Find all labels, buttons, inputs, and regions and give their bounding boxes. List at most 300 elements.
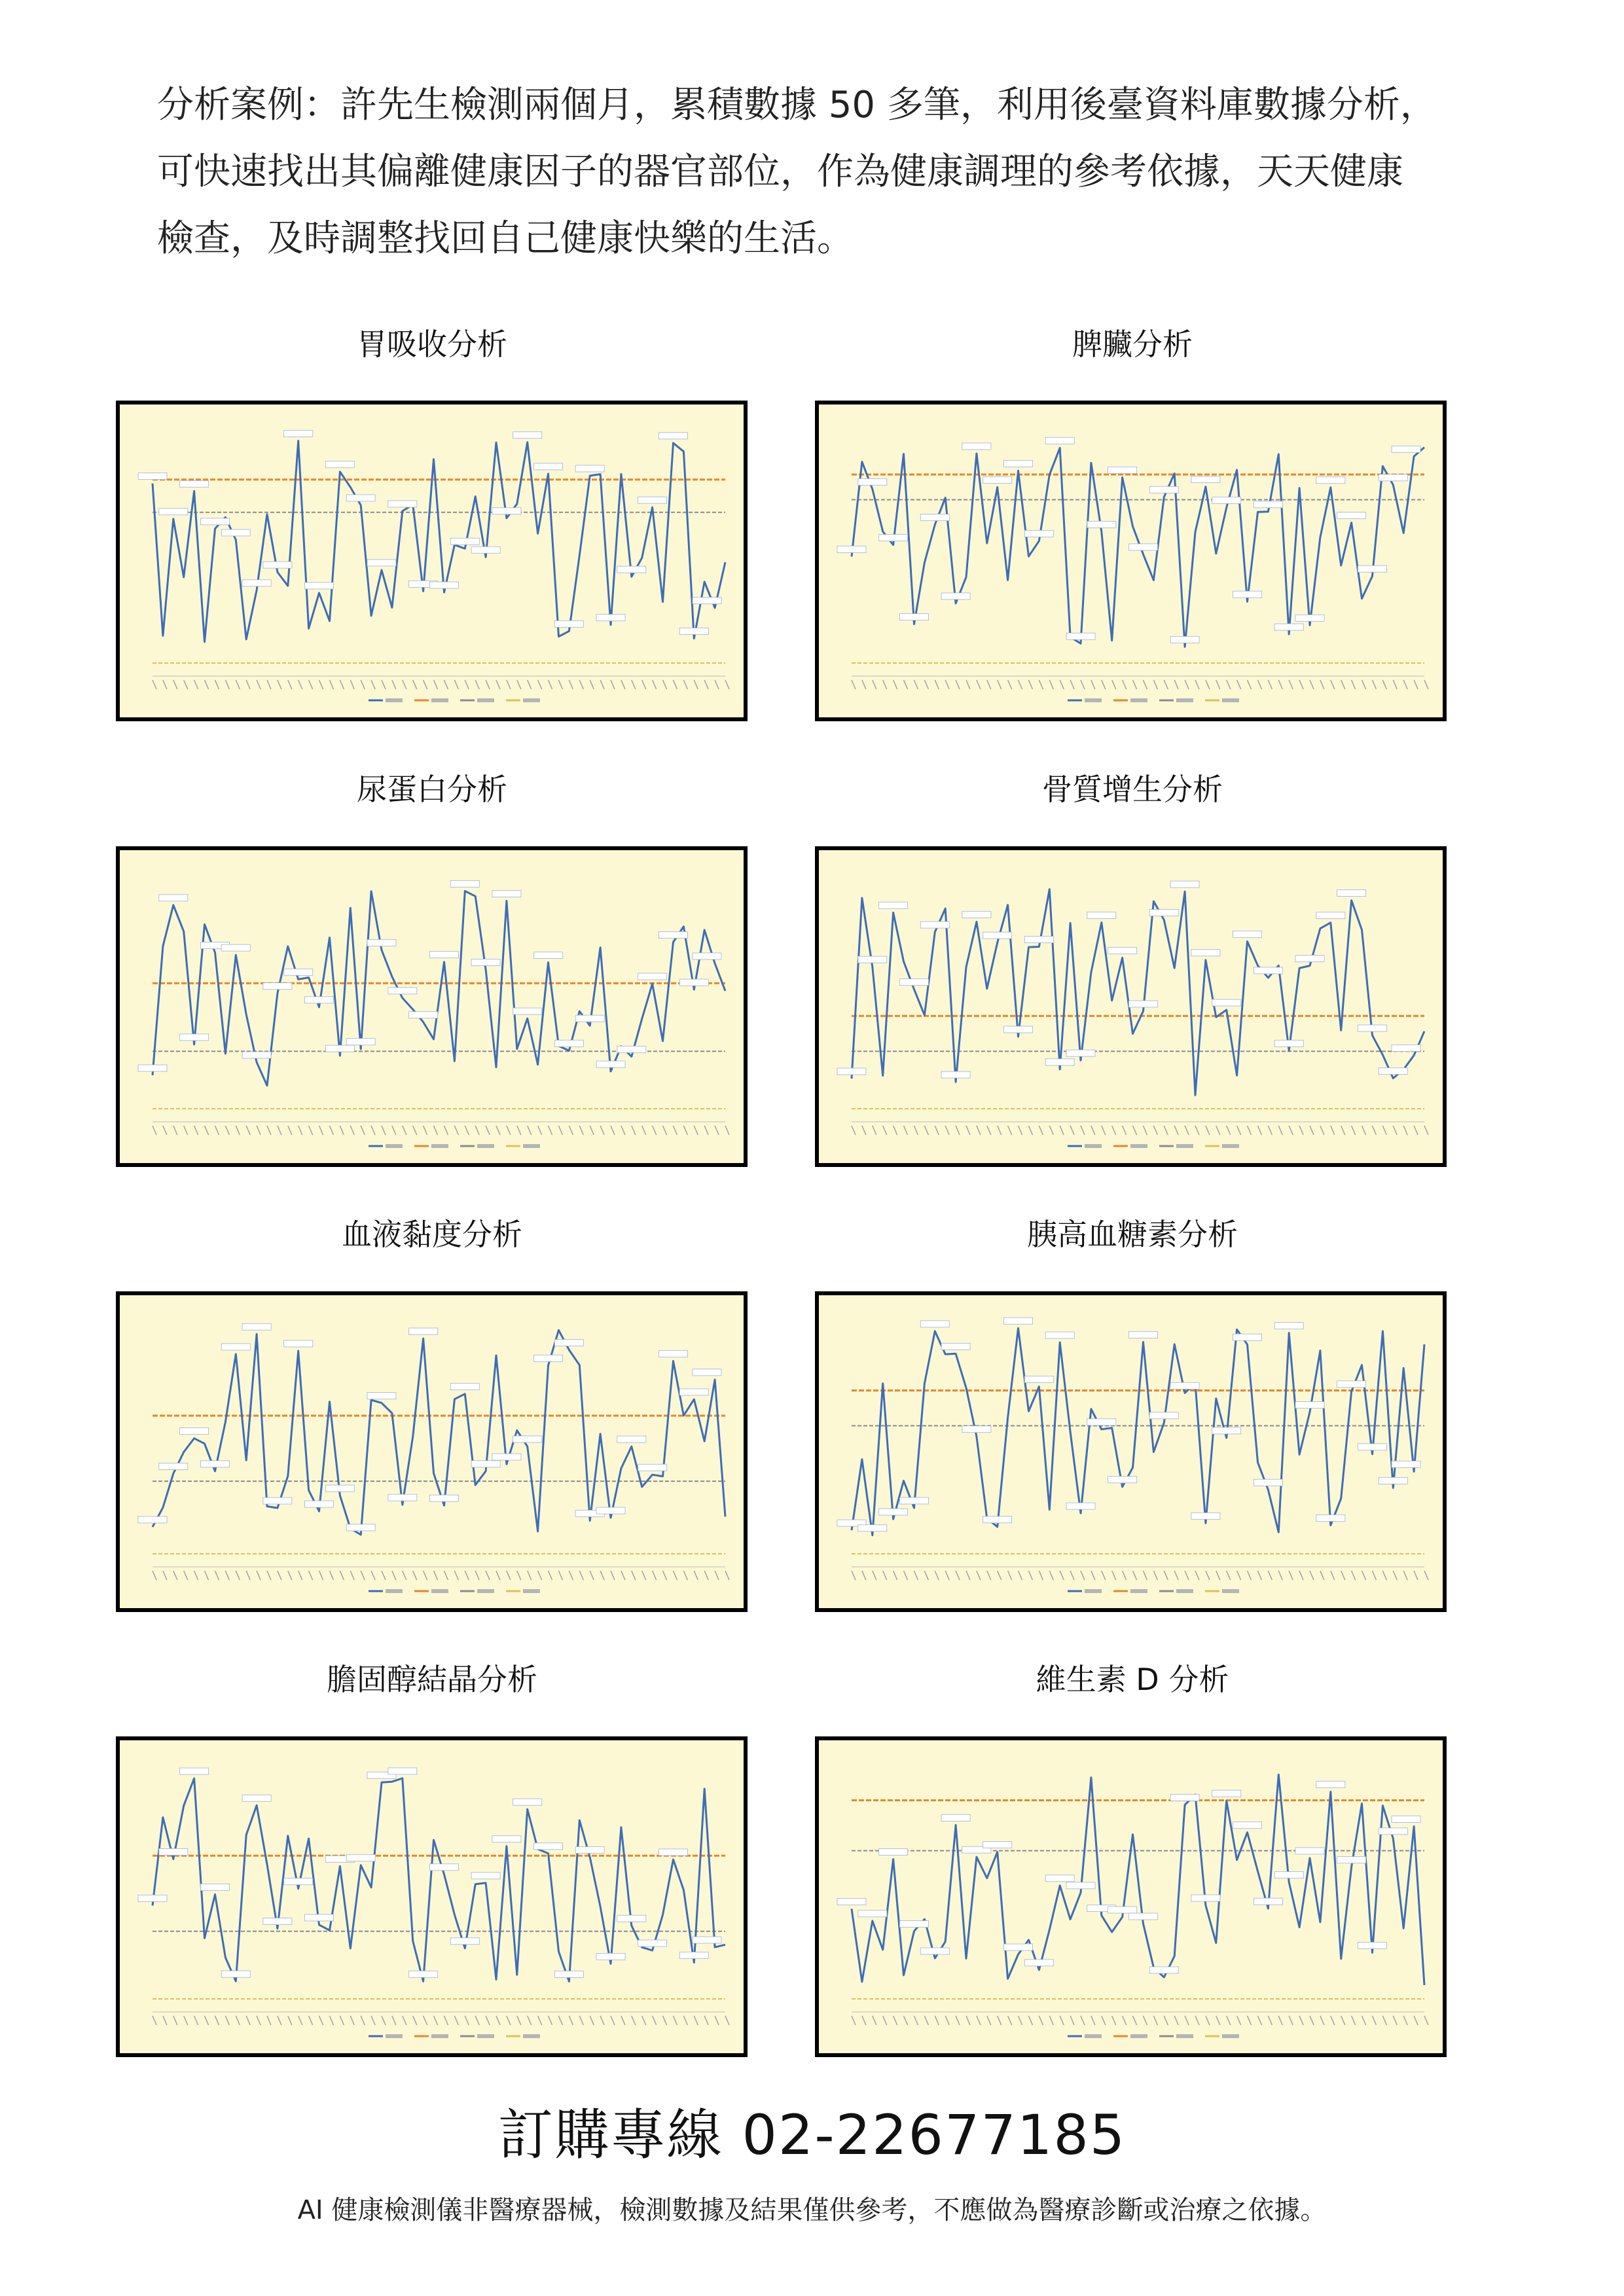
x-tick xyxy=(350,680,354,689)
intro-line-3: 檢查，及時調整找回自己健康快樂的生活。 xyxy=(157,217,854,260)
x-tick xyxy=(1362,2016,1366,2025)
x-tick xyxy=(309,680,313,689)
x-tick xyxy=(883,680,887,689)
x-tick xyxy=(1320,680,1324,689)
data-label-box xyxy=(962,443,991,450)
data-label-box xyxy=(305,997,334,1003)
legend-text-placeholder xyxy=(386,2034,403,2038)
x-tick xyxy=(694,1126,698,1135)
x-tick xyxy=(1278,2016,1282,2025)
x-tick xyxy=(852,2016,856,2025)
legend-text-placeholder xyxy=(1130,1144,1147,1148)
x-tick xyxy=(507,1571,511,1580)
data-label-box xyxy=(471,1873,500,1879)
x-tick xyxy=(590,2016,594,2025)
x-tick xyxy=(673,2016,677,2025)
x-tick xyxy=(350,2016,354,2025)
x-tick xyxy=(528,680,532,689)
data-label-box xyxy=(659,1849,687,1856)
x-tick xyxy=(528,2016,532,2025)
x-tick xyxy=(194,2016,198,2025)
x-tick xyxy=(998,1571,1001,1580)
x-tick xyxy=(924,2016,928,2025)
data-label-box xyxy=(1254,1479,1282,1486)
data-label-box xyxy=(159,509,188,515)
x-tick xyxy=(1237,1126,1241,1135)
data-label-box xyxy=(200,1461,229,1467)
x-tick xyxy=(517,1126,521,1135)
data-label-box xyxy=(1254,967,1282,974)
x-tick xyxy=(288,1126,292,1135)
x-tick xyxy=(977,1126,981,1135)
x-tick xyxy=(507,680,511,689)
data-label-box xyxy=(858,1910,887,1917)
x-tick xyxy=(236,2016,240,2025)
x-tick xyxy=(413,2016,417,2025)
data-label-box xyxy=(534,463,563,470)
x-tick xyxy=(600,680,604,689)
data-label-box xyxy=(1087,1419,1116,1426)
x-tick xyxy=(914,2016,918,2025)
series-line xyxy=(852,889,1424,1096)
data-label-box xyxy=(513,1008,542,1014)
x-tick xyxy=(1028,1571,1032,1580)
x-tick xyxy=(1403,2016,1407,2025)
x-tick xyxy=(1008,1126,1012,1135)
x-tick xyxy=(1174,1126,1178,1135)
data-label-box xyxy=(471,1461,500,1467)
x-tick xyxy=(267,1571,271,1580)
x-tick xyxy=(340,680,344,689)
x-tick xyxy=(184,2016,188,2025)
data-label-box xyxy=(941,593,970,600)
x-tick xyxy=(945,2016,949,2025)
legend-text-placeholder xyxy=(431,1144,448,1148)
x-tick xyxy=(496,1126,500,1135)
chart-panel-cholesterol-crystal xyxy=(116,1736,748,2057)
x-tick xyxy=(1393,680,1397,689)
x-tick xyxy=(1153,2016,1157,2025)
data-label-box xyxy=(200,1884,229,1890)
x-tick xyxy=(600,1126,604,1135)
x-tick xyxy=(173,2016,177,2025)
data-label-box xyxy=(1233,591,1262,598)
x-tick xyxy=(475,1571,479,1580)
x-tick xyxy=(1403,680,1407,689)
data-label-box xyxy=(693,1937,721,1943)
data-label-box xyxy=(983,932,1012,939)
x-tick xyxy=(382,680,386,689)
x-tick xyxy=(1091,1126,1095,1135)
x-tick xyxy=(184,1571,188,1580)
x-tick xyxy=(225,2016,229,2025)
x-tick xyxy=(1019,1571,1022,1580)
data-label-box xyxy=(983,1516,1012,1523)
data-label-box xyxy=(962,911,991,918)
x-tick xyxy=(1268,1571,1272,1580)
x-tick xyxy=(1060,1126,1064,1135)
x-tick xyxy=(1206,1571,1210,1580)
x-tick xyxy=(673,1571,677,1580)
x-tick xyxy=(1268,680,1272,689)
x-tick xyxy=(873,680,876,689)
data-label-box xyxy=(346,1855,375,1861)
x-tick xyxy=(382,1126,386,1135)
data-label-box xyxy=(409,1328,438,1335)
chart-title-vitamin-d: 維生素 D 分析 xyxy=(1036,1662,1229,1697)
x-tick xyxy=(1008,1571,1012,1580)
x-tick xyxy=(1289,1126,1293,1135)
data-label-box xyxy=(1337,890,1366,897)
chart-blood-viscosity xyxy=(120,1295,744,1608)
x-tick xyxy=(496,2016,500,2025)
intro-line-2: 可快速找出其偏離健康因子的器官部位，作為健康調理的參考依據，天天健康 xyxy=(157,151,1403,193)
x-tick xyxy=(1403,1571,1407,1580)
x-tick xyxy=(528,1126,532,1135)
data-label-box xyxy=(1337,1381,1366,1388)
x-tick xyxy=(205,680,209,689)
data-label-box xyxy=(325,1485,354,1492)
x-tick xyxy=(205,1571,209,1580)
legend-text-placeholder xyxy=(1222,698,1239,702)
chart-spleen xyxy=(819,404,1443,717)
data-label-box xyxy=(138,1516,167,1523)
x-tick xyxy=(1091,680,1095,689)
chart-stomach xyxy=(120,404,744,717)
x-tick xyxy=(475,1126,479,1135)
data-label-box xyxy=(679,1952,708,1958)
series-line xyxy=(153,891,725,1085)
data-label-box xyxy=(1128,1001,1157,1007)
x-tick xyxy=(1372,1571,1376,1580)
x-tick xyxy=(309,1126,313,1135)
x-tick xyxy=(1123,1126,1127,1135)
x-tick xyxy=(1424,1126,1428,1135)
data-label-box xyxy=(1024,530,1053,537)
x-tick xyxy=(288,1571,292,1580)
x-tick xyxy=(893,680,897,689)
x-tick xyxy=(621,680,625,689)
data-label-box xyxy=(1274,1322,1303,1329)
x-tick xyxy=(904,2016,908,2025)
x-tick xyxy=(1070,680,1074,689)
x-tick xyxy=(278,1126,281,1135)
x-tick xyxy=(1039,680,1043,689)
x-tick xyxy=(1237,680,1241,689)
data-label-box xyxy=(284,969,313,975)
x-tick xyxy=(1081,1571,1085,1580)
data-label-box xyxy=(638,497,667,503)
x-tick xyxy=(1352,1571,1356,1580)
x-tick xyxy=(1382,680,1386,689)
data-label-box xyxy=(638,1464,667,1471)
x-tick xyxy=(350,1571,354,1580)
chart-glucagon xyxy=(819,1295,1443,1608)
chart-title-stomach: 胃吸收分析 xyxy=(357,327,507,362)
data-label-box xyxy=(263,1498,292,1504)
data-label-box xyxy=(1392,446,1420,452)
legend-text-placeholder xyxy=(386,1589,403,1593)
x-tick xyxy=(1102,1126,1106,1135)
data-label-box xyxy=(1295,1402,1324,1408)
x-tick xyxy=(569,680,573,689)
x-tick xyxy=(1174,680,1178,689)
x-tick xyxy=(632,1126,636,1135)
data-label-box xyxy=(1045,1332,1074,1338)
chart-urine-protein xyxy=(120,850,744,1163)
data-label-box xyxy=(1358,1025,1386,1031)
x-tick xyxy=(1060,2016,1064,2025)
x-tick xyxy=(621,1126,625,1135)
data-label-box xyxy=(617,1915,646,1922)
x-tick xyxy=(1227,2016,1231,2025)
data-label-box xyxy=(1024,1376,1053,1383)
data-label-box xyxy=(554,1040,583,1047)
data-label-box xyxy=(1024,937,1053,943)
x-tick xyxy=(194,1126,198,1135)
x-tick xyxy=(1320,1126,1324,1135)
x-tick xyxy=(1227,680,1231,689)
data-label-box xyxy=(1379,475,1407,481)
data-label-box xyxy=(899,979,928,986)
x-tick xyxy=(579,1571,583,1580)
data-label-box xyxy=(1212,1427,1241,1434)
x-tick xyxy=(852,1571,856,1580)
x-tick xyxy=(852,680,856,689)
data-label-box xyxy=(941,1071,970,1078)
x-tick xyxy=(225,1126,229,1135)
data-label-box xyxy=(554,620,583,627)
x-tick xyxy=(329,680,333,689)
data-label-box xyxy=(1004,1318,1033,1324)
x-tick xyxy=(1019,680,1022,689)
x-tick xyxy=(1299,680,1303,689)
x-tick xyxy=(1133,1571,1137,1580)
data-label-box xyxy=(679,979,708,986)
x-tick xyxy=(914,1571,918,1580)
x-tick xyxy=(163,1571,167,1580)
data-label-box xyxy=(617,566,646,573)
x-tick xyxy=(319,1571,323,1580)
x-tick xyxy=(966,1571,970,1580)
x-tick xyxy=(257,1571,261,1580)
x-tick xyxy=(987,2016,991,2025)
data-label-box xyxy=(596,1953,625,1960)
x-tick xyxy=(725,680,729,689)
order-hotline: 訂購專線 02-22677185 xyxy=(497,2103,1127,2167)
data-label-box xyxy=(305,1914,334,1921)
legend-text-placeholder xyxy=(1130,698,1147,702)
data-label-box xyxy=(1212,1790,1241,1797)
data-label-box xyxy=(388,1768,417,1774)
x-tick xyxy=(1352,1126,1356,1135)
x-tick xyxy=(1039,1126,1043,1135)
data-label-box xyxy=(837,1068,866,1075)
x-tick xyxy=(1195,1571,1199,1580)
data-label-box xyxy=(962,1426,991,1433)
legend-text-placeholder xyxy=(1130,2034,1147,2038)
legend-text-placeholder xyxy=(477,1589,494,1593)
data-label-box xyxy=(388,501,417,507)
data-label-box xyxy=(1128,1913,1157,1920)
x-tick xyxy=(361,680,365,689)
x-tick xyxy=(1362,1571,1366,1580)
x-tick xyxy=(569,2016,573,2025)
x-tick xyxy=(987,1571,991,1580)
x-tick xyxy=(725,1571,729,1580)
x-tick xyxy=(163,680,167,689)
x-tick xyxy=(309,2016,313,2025)
data-label-box xyxy=(1212,497,1241,503)
x-tick xyxy=(413,1126,417,1135)
chart-title-cholesterol-crystal: 膽固醇結晶分析 xyxy=(327,1662,537,1697)
data-label-box xyxy=(450,1384,479,1390)
data-label-box xyxy=(221,529,250,536)
x-tick xyxy=(549,2016,552,2025)
x-tick xyxy=(715,680,719,689)
x-tick xyxy=(278,2016,281,2025)
data-label-box xyxy=(513,1799,542,1805)
data-label-box xyxy=(138,473,167,480)
x-tick xyxy=(1102,680,1106,689)
data-label-box xyxy=(325,1045,354,1052)
data-label-box xyxy=(575,1015,604,1022)
legend-text-placeholder xyxy=(523,2034,540,2038)
x-tick xyxy=(1112,2016,1116,2025)
data-label-box xyxy=(575,465,604,472)
x-tick xyxy=(1372,2016,1376,2025)
data-label-box xyxy=(554,1340,583,1346)
chart-panel-vitamin-d xyxy=(815,1736,1447,2057)
x-tick xyxy=(424,1126,427,1135)
x-tick xyxy=(246,1126,250,1135)
x-tick xyxy=(883,1571,887,1580)
x-tick xyxy=(403,2016,406,2025)
legend-text-placeholder xyxy=(1085,1589,1102,1593)
data-label-box xyxy=(1045,1059,1074,1066)
x-tick xyxy=(1352,2016,1356,2025)
legend-text-placeholder xyxy=(1085,698,1102,702)
x-tick xyxy=(434,1126,438,1135)
chart-cholesterol-crystal xyxy=(120,1740,744,2053)
x-tick xyxy=(278,1571,281,1580)
data-label-box xyxy=(305,1501,334,1507)
x-tick xyxy=(1028,680,1032,689)
data-label-box xyxy=(1316,1782,1345,1788)
x-tick xyxy=(1393,1126,1397,1135)
x-tick xyxy=(1299,2016,1303,2025)
data-label-box xyxy=(693,1369,721,1376)
legend-text-placeholder xyxy=(523,1589,540,1593)
x-tick xyxy=(1414,2016,1418,2025)
x-tick xyxy=(382,2016,386,2025)
legend-text-placeholder xyxy=(431,698,448,702)
chart-panel-urine-protein xyxy=(116,846,748,1167)
x-tick xyxy=(1248,1571,1252,1580)
legend-text-placeholder xyxy=(523,698,540,702)
x-tick xyxy=(205,1126,209,1135)
x-tick xyxy=(257,680,261,689)
legend-text-placeholder xyxy=(477,1144,494,1148)
data-label-box xyxy=(879,902,908,908)
data-label-box xyxy=(221,1971,250,1977)
x-tick xyxy=(704,1571,708,1580)
data-label-box xyxy=(1254,501,1282,508)
x-tick xyxy=(1257,1571,1261,1580)
data-label-box xyxy=(1254,1898,1282,1905)
x-tick xyxy=(1341,1126,1345,1135)
x-tick xyxy=(1195,1126,1199,1135)
x-tick xyxy=(966,2016,970,2025)
x-tick xyxy=(704,680,708,689)
x-tick xyxy=(1112,680,1116,689)
x-tick xyxy=(371,680,375,689)
x-tick xyxy=(184,680,188,689)
x-tick xyxy=(298,1126,302,1135)
x-tick xyxy=(935,1126,939,1135)
x-tick xyxy=(465,1126,469,1135)
x-tick xyxy=(590,680,594,689)
x-tick xyxy=(893,1126,897,1135)
data-label-box xyxy=(1045,1875,1074,1882)
x-tick xyxy=(465,1571,469,1580)
data-label-box xyxy=(1108,1907,1137,1913)
x-tick xyxy=(966,680,970,689)
x-tick xyxy=(454,1126,458,1135)
x-tick xyxy=(1039,2016,1043,2025)
x-tick xyxy=(977,1571,981,1580)
x-tick xyxy=(1216,680,1220,689)
x-tick xyxy=(153,680,156,689)
x-tick xyxy=(1414,680,1418,689)
x-tick xyxy=(1049,2016,1053,2025)
x-tick xyxy=(590,1571,594,1580)
x-tick xyxy=(611,1571,615,1580)
data-label-box xyxy=(1358,1942,1386,1948)
chart-title-bone-hyperplasia: 骨質增生分析 xyxy=(1042,772,1223,807)
x-tick xyxy=(153,1126,156,1135)
x-tick xyxy=(663,1126,667,1135)
data-label-box xyxy=(837,546,866,552)
data-label-box xyxy=(1024,1960,1053,1966)
x-tick xyxy=(1403,1126,1407,1135)
x-tick xyxy=(1185,1126,1189,1135)
x-tick xyxy=(683,680,687,689)
x-tick xyxy=(215,1571,219,1580)
data-label-box xyxy=(180,1034,209,1041)
data-label-box xyxy=(1392,1816,1420,1823)
data-label-box xyxy=(693,598,721,604)
x-tick xyxy=(1237,2016,1241,2025)
data-label-box xyxy=(1379,1828,1407,1835)
x-tick xyxy=(1341,680,1345,689)
x-tick xyxy=(392,2016,396,2025)
x-tick xyxy=(1268,2016,1272,2025)
x-tick xyxy=(715,1126,719,1135)
x-tick xyxy=(538,1571,542,1580)
x-tick xyxy=(1070,2016,1074,2025)
x-tick xyxy=(424,680,427,689)
data-label-box xyxy=(920,1321,949,1327)
data-label-box xyxy=(1149,1967,1178,1973)
x-tick xyxy=(329,2016,333,2025)
x-tick xyxy=(298,680,302,689)
x-tick xyxy=(611,2016,615,2025)
data-label-box xyxy=(284,1340,313,1347)
x-tick xyxy=(454,2016,458,2025)
legend-text-placeholder xyxy=(1176,1144,1193,1148)
data-label-box xyxy=(138,1065,167,1071)
